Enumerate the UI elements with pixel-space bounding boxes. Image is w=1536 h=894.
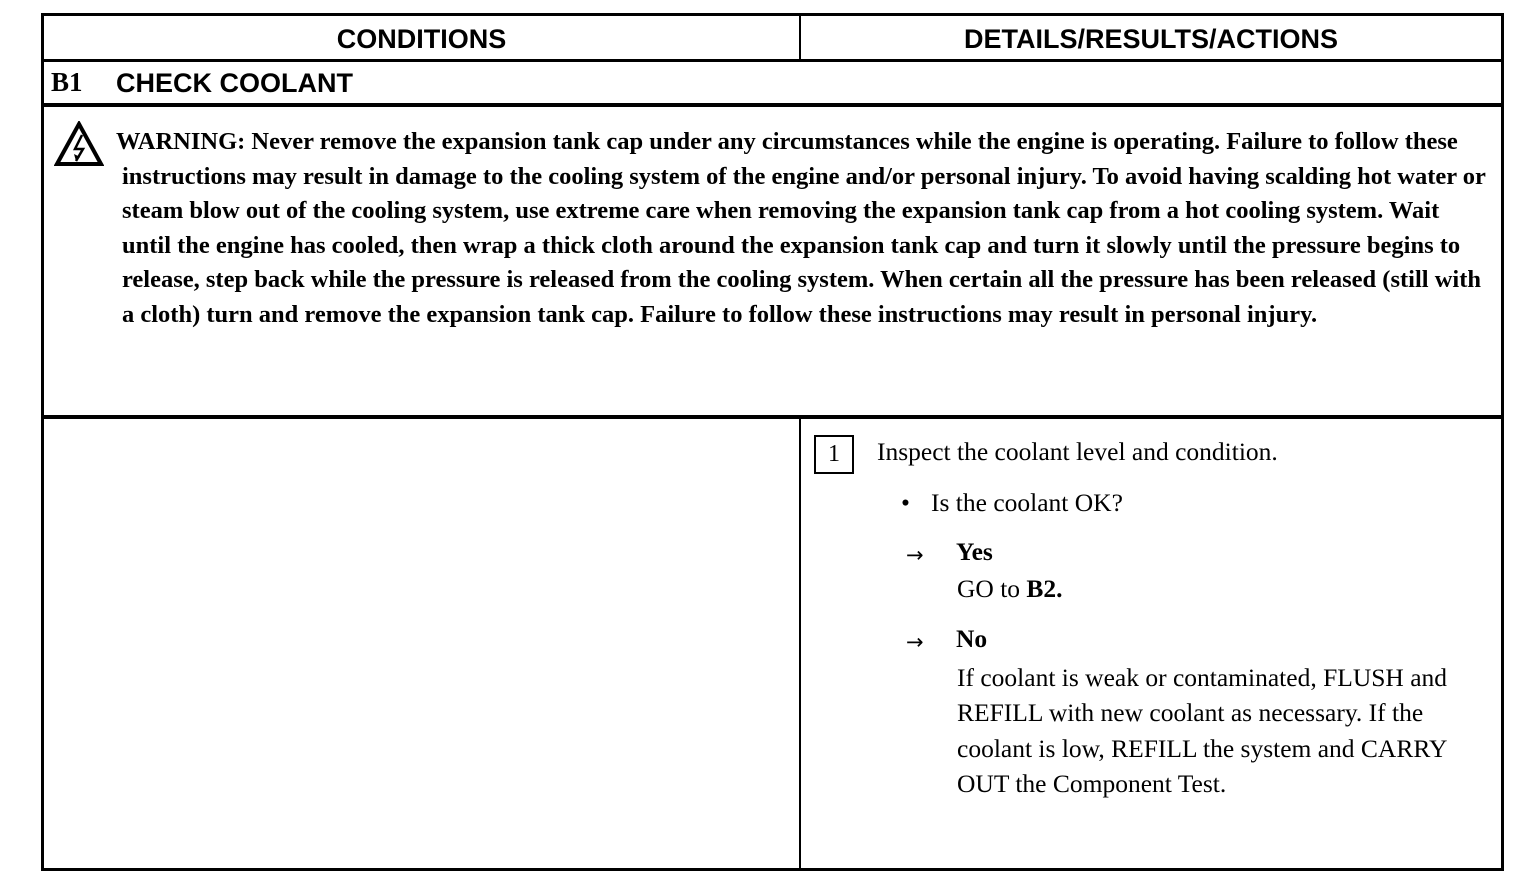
section-row	[44, 62, 1501, 107]
arrow-right-icon: →	[906, 543, 924, 567]
no-action: If coolant is weak or contaminated, FLUSH and REFILL with new coolant as necessary. If the coolant is low, REFILL the system and CARRY OUT the Component Test.	[957, 663, 1448, 799]
warning-block	[44, 107, 1501, 419]
details-header: DETAILS/RESULTS/ACTIONS	[963, 24, 1338, 54]
yes-action: GO to B2.	[957, 574, 1063, 603]
step-question: Is the coolant OK?	[931, 488, 1123, 517]
warning-text: WARNING: Never remove the expansion tank cap under any circumstances while the engine is operating. Failure to follow these instructions may result in damage to the cooling system of the engine and/or personal injury. To avoid having scalding hot water or steam blow out of the cooling system, use extreme care when removing the expansion tank cap from a hot cooling system. Wait until the engine has cooled, then wrap a thick cloth around the expansion tank cap and turn it slowly until the pressure begins to release, step back while the pressure is released from the cooling system. When certain all the pressure has been released (still with a cloth) turn and remove the expansion tank cap. Failure to follow these instructions may result in personal injury.	[116, 128, 1486, 328]
yes-label: Yes	[956, 537, 993, 566]
step-instruction: Inspect the coolant level and condition.	[877, 437, 1278, 466]
arrow-right-icon: →	[906, 630, 924, 654]
section-title: CHECK COOLANT	[116, 68, 353, 98]
diagnostic-table	[41, 13, 1504, 871]
conditions-cell	[44, 419, 801, 871]
step-number-box: 1	[814, 435, 854, 474]
conditions-header: CONDITIONS	[44, 16, 801, 59]
bullet-icon: •	[901, 488, 910, 517]
section-number: B1	[51, 67, 83, 97]
step-row	[44, 419, 1501, 871]
no-label: No	[956, 624, 988, 653]
table-header	[44, 16, 1501, 62]
warning-electrical-icon	[54, 121, 104, 167]
